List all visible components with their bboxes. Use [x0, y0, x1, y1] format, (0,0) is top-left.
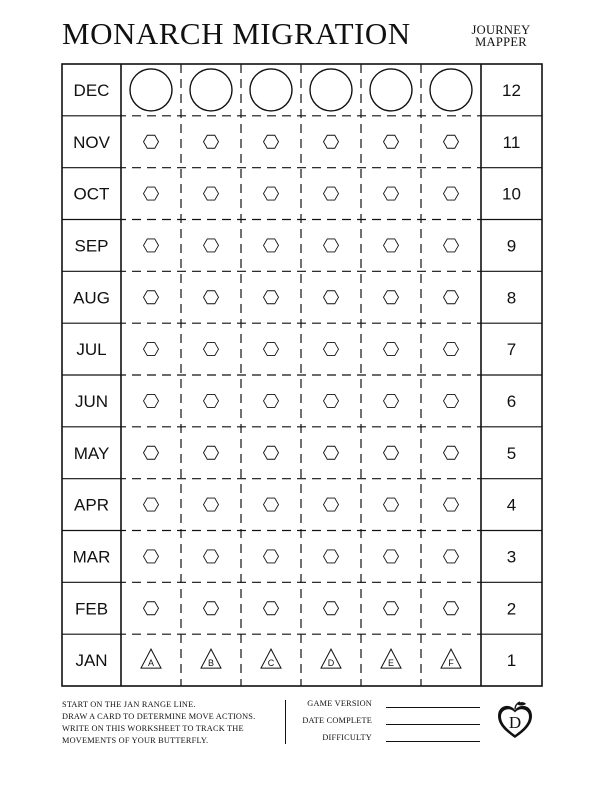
- apple-heart-logo-icon: [495, 700, 535, 740]
- hexagon-space-icon[interactable]: [384, 446, 399, 459]
- hexagon-space-icon[interactable]: [264, 239, 279, 252]
- hexagon-space-icon[interactable]: [324, 498, 339, 511]
- hexagon-space-icon[interactable]: [324, 239, 339, 252]
- hexagon-space-icon[interactable]: [384, 135, 399, 148]
- hexagon-space-icon[interactable]: [144, 343, 159, 356]
- hexagon-space-icon[interactable]: [384, 394, 399, 407]
- hexagon-space-icon[interactable]: [144, 291, 159, 304]
- date-complete-field[interactable]: [386, 724, 480, 725]
- hexagon-space-icon[interactable]: [444, 291, 459, 304]
- hexagon-space-icon[interactable]: [384, 239, 399, 252]
- instructions: [62, 699, 255, 747]
- hexagon-space-icon[interactable]: [264, 446, 279, 459]
- month-label: JUL: [76, 340, 107, 360]
- hexagon-space-icon[interactable]: [444, 135, 459, 148]
- range-number: 1: [506, 651, 517, 671]
- start-letter: E: [387, 658, 395, 669]
- hexagon-space-icon[interactable]: [204, 239, 219, 252]
- hexagon-space-icon[interactable]: [204, 550, 219, 563]
- hexagon-space-icon[interactable]: [204, 446, 219, 459]
- hexagon-space-icon[interactable]: [384, 550, 399, 563]
- range-number: 2: [506, 599, 517, 619]
- hexagon-space-icon[interactable]: [204, 187, 219, 200]
- destination-circle-icon[interactable]: [370, 69, 412, 111]
- range-number: 10: [502, 184, 521, 204]
- instruction-line: START ON THE JAN RANGE LINE.: [62, 700, 196, 709]
- month-label: MAR: [72, 547, 111, 567]
- hexagon-space-icon[interactable]: [264, 498, 279, 511]
- footer-divider: [285, 700, 286, 744]
- destination-circle-icon[interactable]: [130, 69, 172, 111]
- destination-circle-icon[interactable]: [310, 69, 352, 111]
- date-complete-row: [290, 716, 490, 733]
- hexagon-space-icon[interactable]: [384, 343, 399, 356]
- month-label: APR: [74, 495, 109, 515]
- date-complete-label: DATE COMPLETE: [302, 716, 372, 725]
- difficulty-row: [290, 733, 490, 750]
- hexagon-space-icon[interactable]: [204, 343, 219, 356]
- page-title: MONARCH MIGRATION: [62, 16, 411, 51]
- destination-circle-icon[interactable]: [430, 69, 472, 111]
- range-number: 8: [506, 288, 517, 308]
- hexagon-space-icon[interactable]: [144, 498, 159, 511]
- hexagon-space-icon[interactable]: [444, 498, 459, 511]
- range-number: 7: [506, 340, 517, 360]
- month-label: FEB: [74, 599, 109, 619]
- start-letter: F: [448, 658, 454, 669]
- hexagon-space-icon[interactable]: [264, 187, 279, 200]
- hexagon-space-icon[interactable]: [264, 135, 279, 148]
- hexagon-space-icon[interactable]: [264, 394, 279, 407]
- hexagon-space-icon[interactable]: [204, 135, 219, 148]
- game-version-label: GAME VERSION: [307, 699, 372, 708]
- month-label: JUN: [74, 391, 109, 411]
- range-number: 11: [502, 132, 521, 152]
- hexagon-space-icon[interactable]: [444, 343, 459, 356]
- hexagon-space-icon[interactable]: [264, 602, 279, 615]
- range-number: 9: [506, 236, 517, 256]
- hexagon-space-icon[interactable]: [144, 239, 159, 252]
- instruction-line: WRITE ON THIS WORKSHEET TO TRACK THE: [62, 724, 244, 733]
- range-number: 6: [506, 391, 517, 411]
- difficulty-field[interactable]: [386, 741, 480, 742]
- hexagon-space-icon[interactable]: [444, 446, 459, 459]
- hexagon-space-icon[interactable]: [444, 239, 459, 252]
- range-number: 3: [506, 547, 517, 567]
- hexagon-space-icon[interactable]: [324, 602, 339, 615]
- start-letter: A: [147, 658, 155, 669]
- hexagon-space-icon[interactable]: [264, 550, 279, 563]
- hexagon-space-icon[interactable]: [324, 343, 339, 356]
- start-letter: D: [327, 658, 335, 669]
- hexagon-space-icon[interactable]: [324, 550, 339, 563]
- hexagon-space-icon[interactable]: [144, 602, 159, 615]
- game-info-form: [290, 699, 490, 750]
- hexagon-space-icon[interactable]: [384, 498, 399, 511]
- hexagon-space-icon[interactable]: [444, 602, 459, 615]
- hexagon-space-icon[interactable]: [204, 291, 219, 304]
- month-label: OCT: [73, 184, 110, 204]
- hexagon-space-icon[interactable]: [324, 394, 339, 407]
- month-label: SEP: [74, 236, 109, 256]
- month-label: AUG: [73, 288, 110, 308]
- hexagon-space-icon[interactable]: [444, 187, 459, 200]
- subtitle-line-1: JOURNEY: [471, 23, 531, 37]
- hexagon-space-icon[interactable]: [144, 187, 159, 200]
- month-label: JAN: [75, 651, 108, 671]
- range-number: 12: [502, 80, 521, 100]
- hexagon-space-icon[interactable]: [324, 446, 339, 459]
- hexagon-space-icon[interactable]: [204, 498, 219, 511]
- hexagon-space-icon[interactable]: [384, 602, 399, 615]
- range-number: 5: [506, 443, 517, 463]
- hexagon-space-icon[interactable]: [324, 291, 339, 304]
- month-label: MAY: [73, 443, 110, 463]
- month-label: DEC: [73, 80, 110, 100]
- range-number: 4: [506, 495, 517, 515]
- game-version-field[interactable]: [386, 707, 480, 708]
- subtitle-line-2: MAPPER: [475, 35, 527, 49]
- hexagon-space-icon[interactable]: [144, 394, 159, 407]
- hexagon-space-icon[interactable]: [144, 446, 159, 459]
- hexagon-space-icon[interactable]: [264, 343, 279, 356]
- instruction-line: MOVEMENTS OF YOUR BUTTERFLY.: [62, 736, 209, 745]
- start-letter: B: [207, 658, 215, 669]
- hexagon-space-icon[interactable]: [324, 135, 339, 148]
- logo-letter: D: [508, 713, 522, 732]
- hexagon-space-icon[interactable]: [204, 602, 219, 615]
- destination-circle-icon[interactable]: [190, 69, 232, 111]
- hexagon-space-icon[interactable]: [144, 135, 159, 148]
- hexagon-space-icon[interactable]: [384, 291, 399, 304]
- difficulty-label: DIFFICULTY: [322, 733, 372, 742]
- hexagon-space-icon[interactable]: [444, 394, 459, 407]
- instruction-line: DRAW A CARD TO DETERMINE MOVE ACTIONS.: [62, 712, 256, 721]
- hexagon-space-icon[interactable]: [204, 394, 219, 407]
- start-letter: C: [267, 658, 275, 669]
- hexagon-space-icon[interactable]: [144, 550, 159, 563]
- hexagon-space-icon[interactable]: [324, 187, 339, 200]
- hexagon-space-icon[interactable]: [264, 291, 279, 304]
- hexagon-space-icon[interactable]: [384, 187, 399, 200]
- month-label: NOV: [73, 132, 110, 152]
- hexagon-space-icon[interactable]: [444, 550, 459, 563]
- destination-circle-icon[interactable]: [250, 69, 292, 111]
- game-version-row: [290, 699, 490, 716]
